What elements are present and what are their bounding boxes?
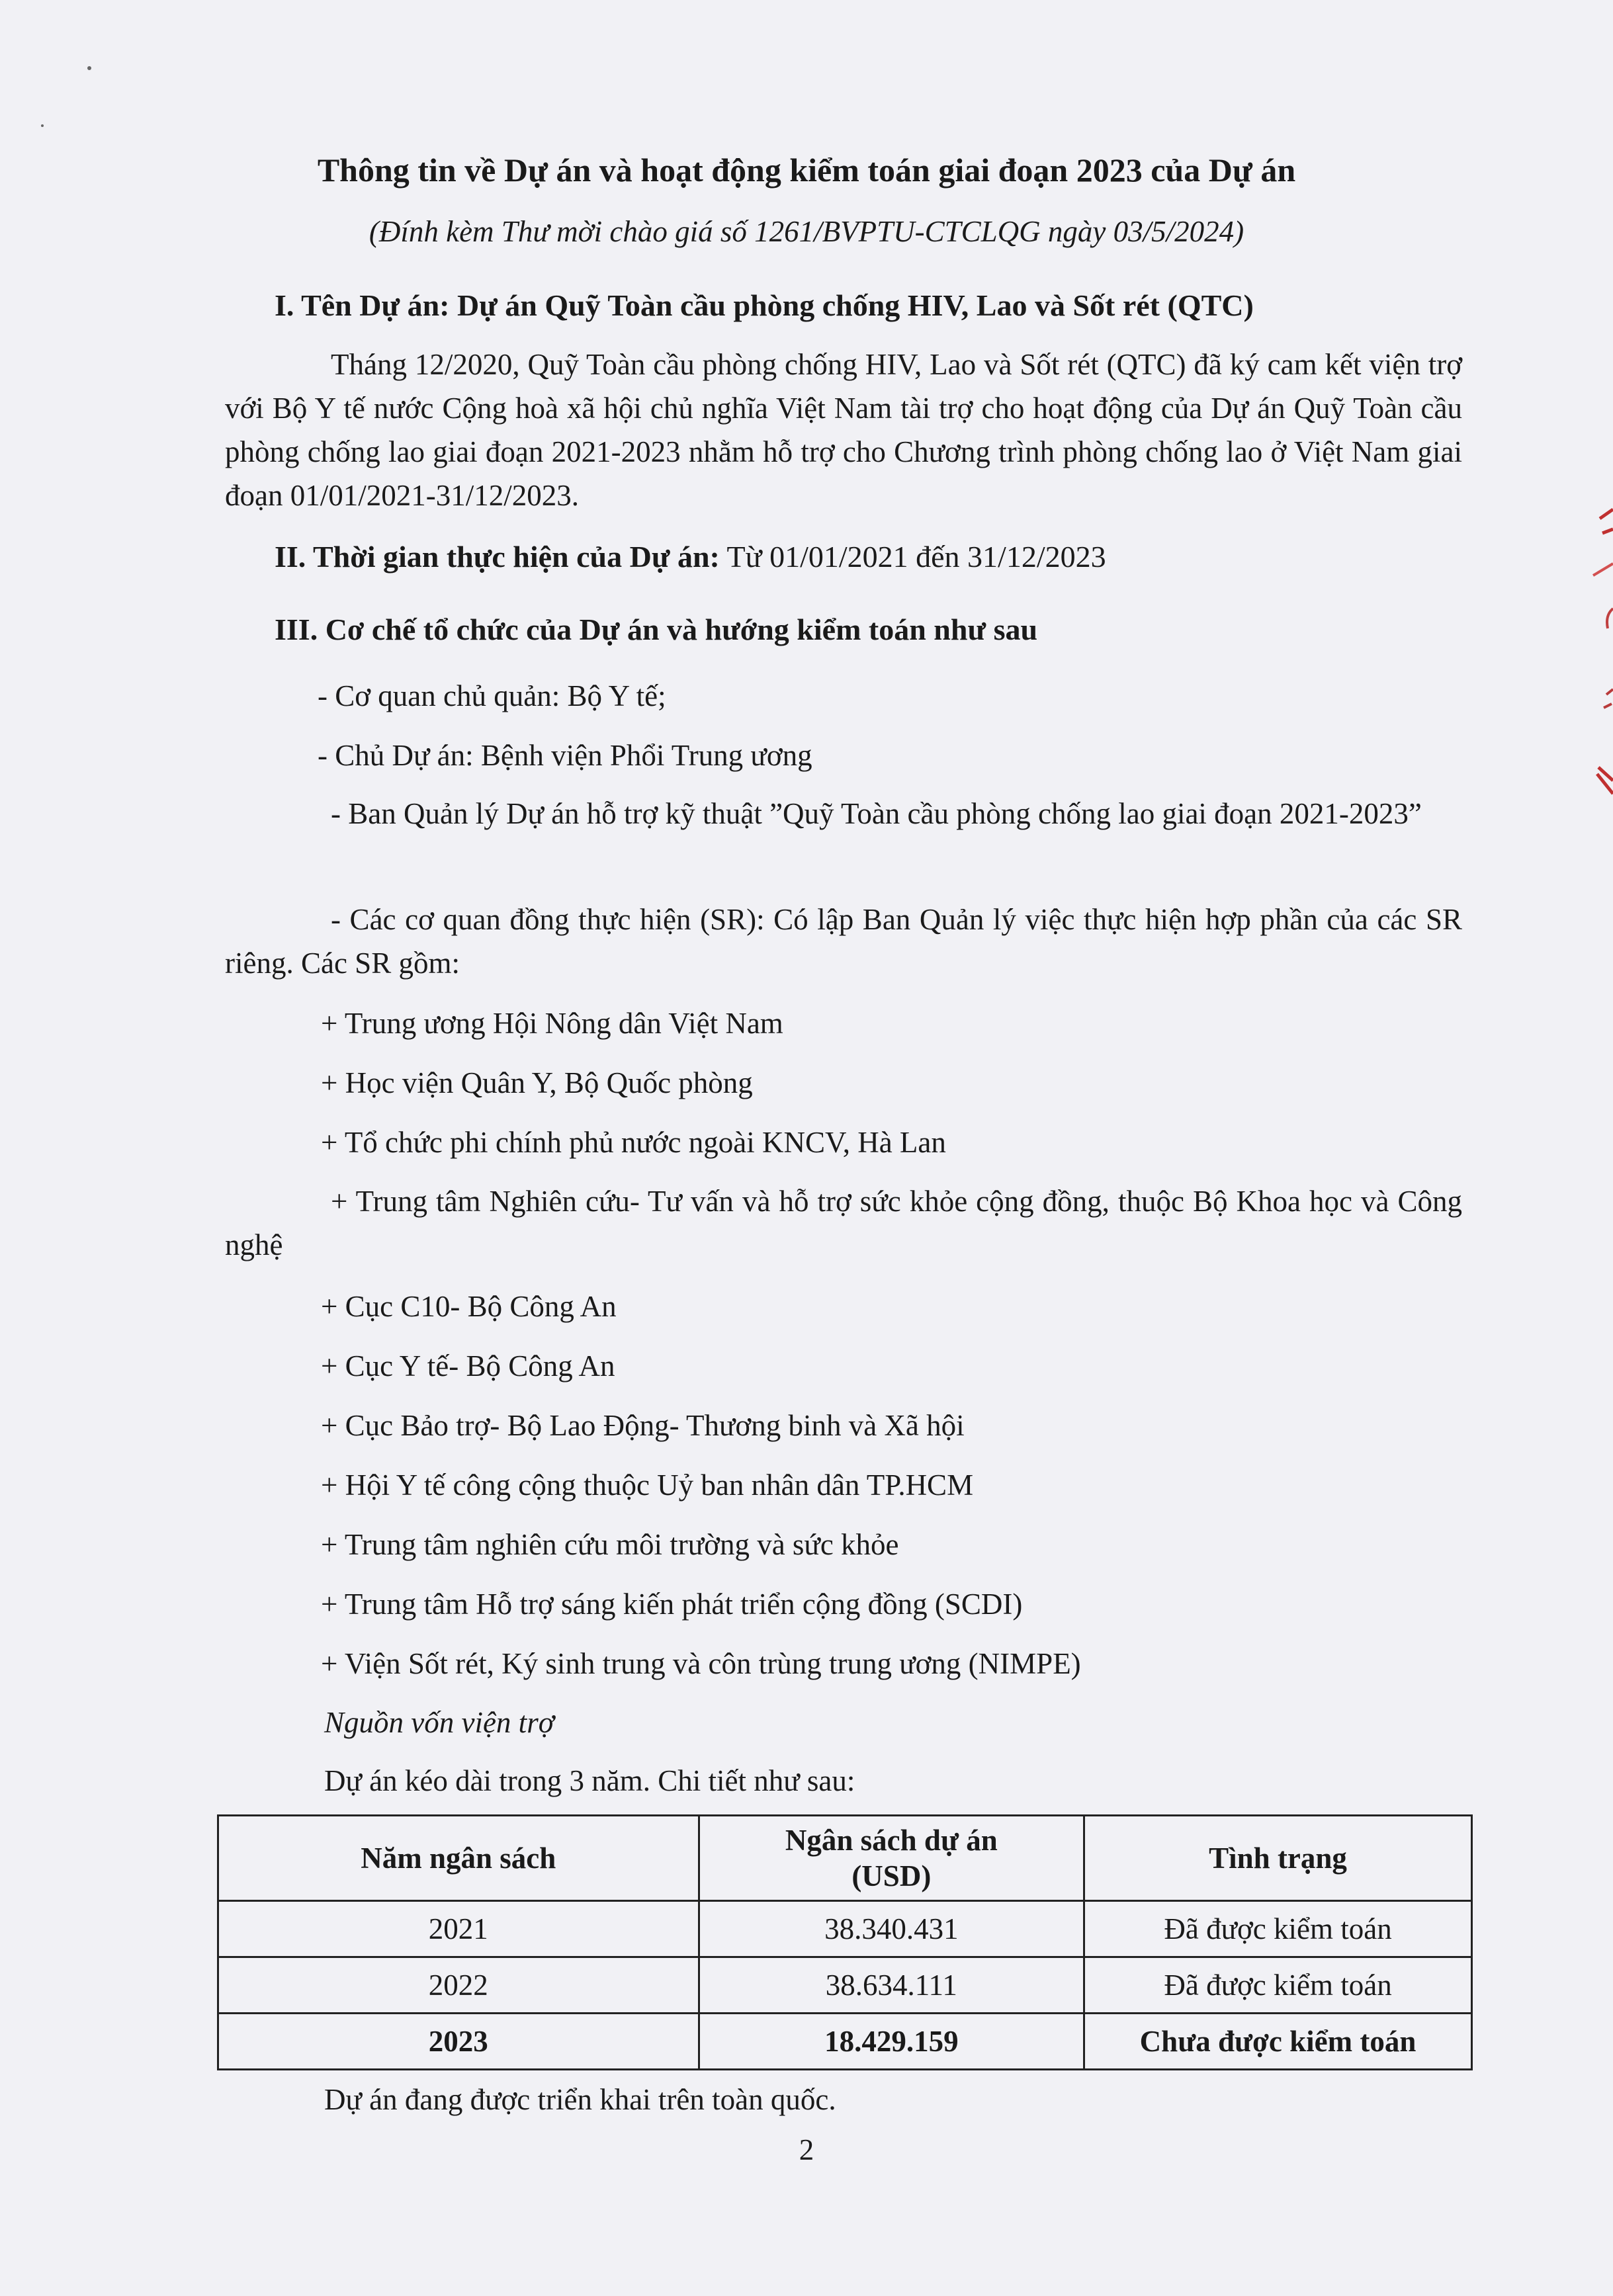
sr-list-item: + Viện Sốt rét, Ký sinh trung và côn trùng trung ương (NIMPE) <box>321 1647 1081 1680</box>
sr-list-item: + Cục Bảo trợ- Bộ Lao Động- Thương binh và Xã hội <box>321 1409 965 1442</box>
sr-list-item: + Cục C10- Bộ Công An <box>321 1290 617 1323</box>
budget-table <box>217 1814 1473 2070</box>
sr-list-item: + Hội Y tế công cộng thuộc Uỷ ban nhân dân TP.HCM <box>321 1468 974 1502</box>
table-row <box>218 2014 1472 2070</box>
table-row <box>218 1957 1472 2014</box>
funding-heading: Nguồn vốn viện trợ <box>324 1706 554 1739</box>
sr-list-item: + Trung tâm Hỗ trợ sáng kiến phát triển cộng đồng (SCDI) <box>321 1588 1023 1621</box>
table-cell-budget: 38.340.431 <box>699 1901 1084 1957</box>
section-1-heading: I. Tên Dự án: Dự án Quỹ Toàn cầu phòng chống HIV, Lao và Sốt rét (QTC) <box>275 288 1254 322</box>
item-investor: - Chủ Dự án: Bệnh viện Phổi Trung ương <box>318 739 812 772</box>
sr-list-item: + Tổ chức phi chính phủ nước ngoài KNCV, Hà Lan <box>321 1126 946 1159</box>
table-row <box>218 1901 1472 1957</box>
table-cell-status: Đã được kiểm toán <box>1084 1901 1472 1957</box>
section-3-heading: III. Cơ chế tổ chức của Dự án và hướng kiểm toán như sau <box>275 613 1038 646</box>
table-header-row <box>218 1816 1472 1901</box>
section-2-label: II. Thời gian thực hiện của Dự án: <box>275 540 720 574</box>
sr-list-item: + Trung tâm nghiên cứu môi trường và sức khỏe <box>321 1528 899 1561</box>
item-pmu-text: - Ban Quản lý Dự án hỗ trợ kỹ thuật ”Quỹ Toàn cầu phòng chống lao giai đoạn 2021-2023” <box>331 797 1422 830</box>
item-owner: - Cơ quan chủ quản: Bộ Y tế; <box>318 679 666 712</box>
document-subtitle: (Đính kèm Thư mời chào giá số 1261/BVPTU-CTCLQG ngày 03/5/2024) <box>369 215 1244 248</box>
funding-intro: Dự án kéo dài trong 3 năm. Chi tiết như sau: <box>324 1764 855 1797</box>
section-2-heading <box>275 536 1106 578</box>
scan-mark <box>87 66 91 70</box>
table-header-status: Tình trạng <box>1084 1816 1472 1901</box>
table-header-budget-text: Ngân sách dự án (USD) <box>785 1824 998 1892</box>
table-cell-year: 2021 <box>218 1901 699 1957</box>
scan-mark <box>41 124 44 127</box>
table-cell-status: Đã được kiểm toán <box>1084 1957 1472 2014</box>
page-number: 2 <box>799 2133 814 2166</box>
table-cell-status: Chưa được kiểm toán <box>1084 2014 1472 2070</box>
sr-list-item-text: + Trung tâm Nghiên cứu- Tư vấn và hỗ trợ sức khỏe cộng đồng, thuộc Bộ Khoa học và Công nghệ <box>225 1185 1462 1261</box>
item-sr <box>225 898 1462 985</box>
table-header-year: Năm ngân sách <box>218 1816 699 1901</box>
document-title: Thông tin về Dự án và hoạt động kiểm toán giai đoạn 2023 của Dự án <box>317 151 1296 189</box>
sr-list-item: + Trung ương Hội Nông dân Việt Nam <box>321 1007 783 1040</box>
closing-text: Dự án đang được triển khai trên toàn quốc. <box>324 2083 836 2116</box>
table-cell-budget: 18.429.159 <box>699 2014 1084 2070</box>
sr-list-item <box>225 1179 1462 1267</box>
sr-list-item: + Học viện Quân Y, Bộ Quốc phòng <box>321 1066 753 1099</box>
item-sr-text: - Các cơ quan đồng thực hiện (SR): Có lập Ban Quản lý việc thực hiện hợp phần của các SR riêng. Các SR gồm: <box>225 903 1462 980</box>
red-stamp-fragment-icon <box>1573 503 1613 820</box>
section-1-text: Tháng 12/2020, Quỹ Toàn cầu phòng chống HIV, Lao và Sốt rét (QTC) đã ký cam kết viện trợ với Bộ Y tế nước Cộng hoà xã hội chủ nghĩa Việt Nam tài trợ cho hoạt động của Dự án Quỹ Toàn cầu phòng chống lao giai đoạn 2021-2023 nhằm hỗ trợ cho Chương trình phòng chống lao ở Việt Nam giai đoạn 01/01/2021-31/12/2023. <box>225 348 1462 512</box>
table-header-budget <box>699 1816 1084 1901</box>
table-cell-year: 2022 <box>218 1957 699 2014</box>
table-cell-budget: 38.634.111 <box>699 1957 1084 2014</box>
item-pmu <box>225 792 1462 835</box>
sr-list-item: + Cục Y tế- Bộ Công An <box>321 1349 615 1382</box>
section-1-paragraph <box>225 343 1462 517</box>
table-cell-year: 2023 <box>218 2014 699 2070</box>
section-2-value: Từ 01/01/2021 đến 31/12/2023 <box>719 540 1106 574</box>
